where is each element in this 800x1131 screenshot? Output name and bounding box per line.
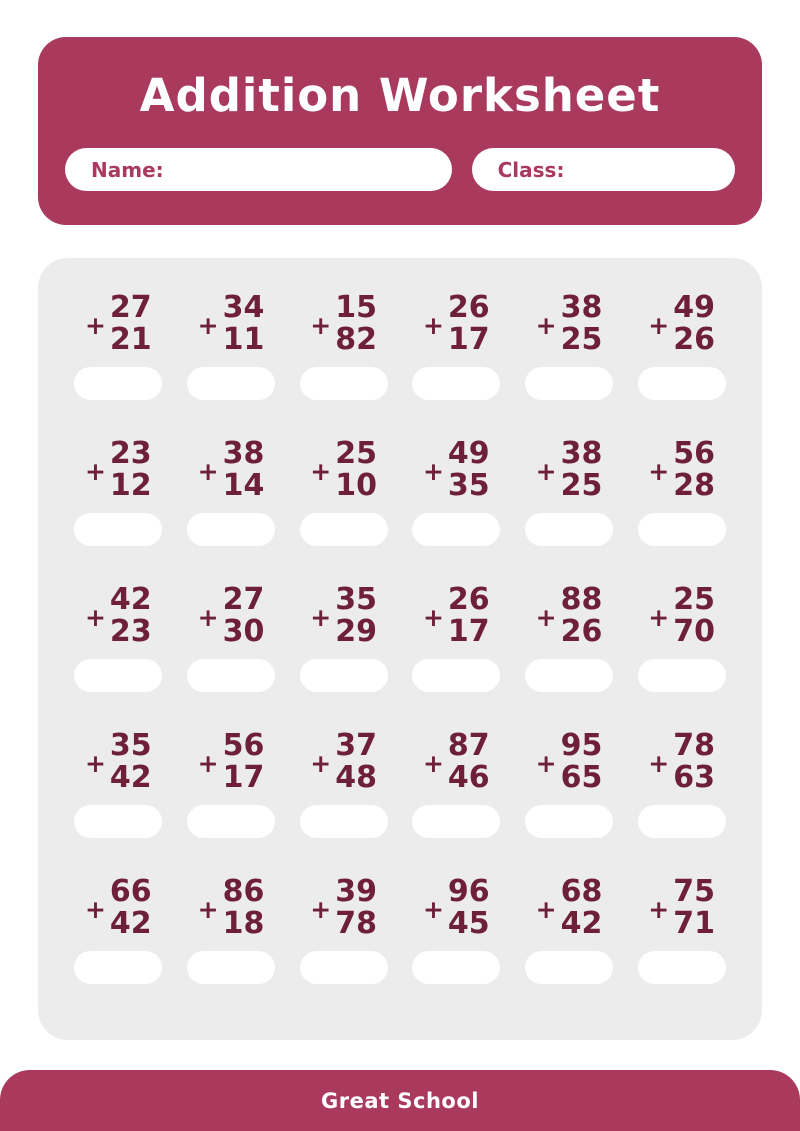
- top-addend: 34: [222, 290, 265, 325]
- top-addend: 86: [222, 874, 265, 909]
- bottom-addend: 42: [109, 760, 152, 795]
- bottom-addend: 11: [222, 322, 265, 357]
- bottom-addend: 48: [335, 760, 377, 795]
- bottom-addend: 71: [673, 906, 715, 941]
- addition-problem: [62, 730, 175, 876]
- bottom-addend: 10: [335, 468, 377, 503]
- addends: [223, 584, 265, 648]
- answer-box[interactable]: [74, 659, 162, 692]
- bottom-addend: 30: [222, 614, 265, 649]
- addition-problem: [175, 584, 288, 730]
- top-addend: 96: [447, 874, 490, 909]
- addends: [673, 438, 715, 502]
- bottom-addend: 42: [109, 906, 152, 941]
- bottom-addend: 26: [673, 322, 715, 357]
- name-field[interactable]: [65, 148, 452, 191]
- addition-problem: [513, 292, 626, 438]
- answer-box[interactable]: [300, 805, 388, 838]
- bottom-addend: 45: [447, 906, 490, 941]
- addends: [335, 876, 377, 940]
- problem-expression: [310, 730, 377, 794]
- addends: [561, 584, 603, 648]
- top-addend: 23: [109, 436, 152, 471]
- worksheet-header: [38, 37, 762, 225]
- answer-box[interactable]: [412, 805, 500, 838]
- plus-sign: +: [84, 602, 106, 632]
- answer-box[interactable]: [300, 659, 388, 692]
- top-addend: 56: [673, 436, 715, 471]
- answer-box[interactable]: [525, 659, 613, 692]
- bottom-addend: 18: [222, 906, 265, 941]
- problem-expression: [85, 438, 152, 502]
- answer-box[interactable]: [187, 805, 275, 838]
- bottom-addend: 42: [560, 906, 603, 941]
- problem-expression: [310, 876, 377, 940]
- problem-expression: [423, 730, 490, 794]
- addition-problem: [400, 438, 513, 584]
- addition-problem: [400, 730, 513, 876]
- answer-box[interactable]: [638, 805, 726, 838]
- addition-problem: [175, 876, 288, 1022]
- answer-box[interactable]: [525, 367, 613, 400]
- addition-problem: [625, 730, 738, 876]
- bottom-addend: 26: [560, 614, 603, 649]
- top-addend: 56: [222, 728, 265, 763]
- answer-box[interactable]: [74, 951, 162, 984]
- bottom-addend: 65: [560, 760, 603, 795]
- answer-box[interactable]: [300, 367, 388, 400]
- answer-box[interactable]: [187, 659, 275, 692]
- addends: [561, 292, 603, 356]
- addition-problem: [62, 292, 175, 438]
- plus-sign: +: [197, 456, 219, 486]
- addition-problem: [513, 584, 626, 730]
- addition-problem: [287, 292, 400, 438]
- answer-box[interactable]: [74, 805, 162, 838]
- answer-box[interactable]: [525, 805, 613, 838]
- plus-sign: +: [422, 602, 444, 632]
- plus-sign: +: [197, 310, 219, 340]
- addends: [335, 584, 377, 648]
- addends: [110, 584, 152, 648]
- footer-bar: [0, 1070, 800, 1131]
- addition-problem: [287, 584, 400, 730]
- top-addend: 42: [109, 582, 152, 617]
- plus-sign: +: [648, 894, 670, 924]
- problem-expression: [310, 438, 377, 502]
- addition-problem: [175, 438, 288, 584]
- addends: [335, 292, 377, 356]
- bottom-addend: 28: [673, 468, 715, 503]
- plus-sign: +: [422, 748, 444, 778]
- addends: [673, 584, 715, 648]
- answer-box[interactable]: [638, 951, 726, 984]
- problem-expression: [423, 438, 490, 502]
- answer-box[interactable]: [412, 659, 500, 692]
- problem-expression: [85, 730, 152, 794]
- plus-sign: +: [648, 748, 670, 778]
- top-addend: 27: [109, 290, 152, 325]
- addends: [448, 730, 490, 794]
- top-addend: 88: [560, 582, 603, 617]
- plus-sign: +: [310, 748, 332, 778]
- problem-expression: [648, 438, 715, 502]
- plus-sign: +: [84, 748, 106, 778]
- plus-sign: +: [422, 456, 444, 486]
- bottom-addend: 23: [109, 614, 152, 649]
- problem-expression: [423, 292, 490, 356]
- plus-sign: +: [535, 894, 557, 924]
- plus-sign: +: [84, 310, 106, 340]
- addition-problem: [287, 730, 400, 876]
- addition-problem: [625, 438, 738, 584]
- plus-sign: +: [648, 602, 670, 632]
- plus-sign: +: [535, 748, 557, 778]
- top-addend: 75: [673, 874, 715, 909]
- name-label: Name:: [91, 157, 164, 182]
- bottom-addend: 21: [109, 322, 152, 357]
- answer-box[interactable]: [300, 951, 388, 984]
- top-addend: 15: [335, 290, 377, 325]
- problem-expression: [648, 584, 715, 648]
- addends: [448, 292, 490, 356]
- addends: [673, 876, 715, 940]
- top-addend: 25: [335, 436, 377, 471]
- answer-box[interactable]: [412, 951, 500, 984]
- plus-sign: +: [422, 310, 444, 340]
- bottom-addend: 29: [335, 614, 377, 649]
- problem-expression: [85, 876, 152, 940]
- problem-expression: [198, 730, 265, 794]
- plus-sign: +: [310, 894, 332, 924]
- top-addend: 66: [109, 874, 152, 909]
- plus-sign: +: [310, 310, 332, 340]
- addition-problem: [287, 876, 400, 1022]
- addition-problem: [175, 730, 288, 876]
- addends: [335, 438, 377, 502]
- answer-box[interactable]: [638, 367, 726, 400]
- addends: [561, 876, 603, 940]
- addends: [561, 438, 603, 502]
- answer-box[interactable]: [525, 951, 613, 984]
- top-addend: 35: [109, 728, 152, 763]
- addends: [110, 292, 152, 356]
- bottom-addend: 25: [560, 468, 603, 503]
- top-addend: 38: [560, 290, 603, 325]
- addends: [448, 584, 490, 648]
- answer-box[interactable]: [525, 513, 613, 546]
- answer-box[interactable]: [187, 513, 275, 546]
- addends: [448, 438, 490, 502]
- addition-problem: [400, 584, 513, 730]
- bottom-addend: 35: [447, 468, 490, 503]
- top-addend: 68: [560, 874, 603, 909]
- top-addend: 27: [222, 582, 265, 617]
- class-field[interactable]: [472, 148, 735, 191]
- answer-box[interactable]: [412, 513, 500, 546]
- addends: [223, 438, 265, 502]
- top-addend: 78: [673, 728, 715, 763]
- plus-sign: +: [422, 894, 444, 924]
- problem-expression: [648, 730, 715, 794]
- addition-problem: [513, 438, 626, 584]
- answer-box[interactable]: [187, 951, 275, 984]
- problem-expression: [536, 292, 603, 356]
- plus-sign: +: [197, 602, 219, 632]
- problem-expression: [536, 438, 603, 502]
- bottom-addend: 17: [447, 322, 490, 357]
- top-addend: 38: [222, 436, 265, 471]
- problem-expression: [85, 292, 152, 356]
- problem-expression: [423, 584, 490, 648]
- addition-problem: [513, 876, 626, 1022]
- bottom-addend: 17: [222, 760, 265, 795]
- plus-sign: +: [535, 602, 557, 632]
- addition-problem: [513, 730, 626, 876]
- bottom-addend: 14: [222, 468, 265, 503]
- plus-sign: +: [310, 602, 332, 632]
- problem-expression: [648, 876, 715, 940]
- problem-expression: [198, 438, 265, 502]
- header-fields: [65, 148, 735, 191]
- problem-expression: [198, 292, 265, 356]
- bottom-addend: 70: [673, 614, 715, 649]
- answer-box[interactable]: [638, 659, 726, 692]
- addends: [561, 730, 603, 794]
- top-addend: 37: [335, 728, 377, 763]
- problems-panel: [38, 258, 762, 1040]
- top-addend: 95: [560, 728, 603, 763]
- bottom-addend: 25: [560, 322, 603, 357]
- plus-sign: +: [197, 894, 219, 924]
- answer-box[interactable]: [74, 513, 162, 546]
- bottom-addend: 17: [447, 614, 490, 649]
- addends: [110, 876, 152, 940]
- addition-problem: [400, 876, 513, 1022]
- bottom-addend: 82: [335, 322, 377, 357]
- bottom-addend: 12: [109, 468, 152, 503]
- problem-expression: [310, 584, 377, 648]
- addends: [110, 730, 152, 794]
- top-addend: 38: [560, 436, 603, 471]
- addition-problem: [400, 292, 513, 438]
- answer-box[interactable]: [74, 367, 162, 400]
- top-addend: 26: [447, 582, 490, 617]
- top-addend: 39: [335, 874, 377, 909]
- bottom-addend: 78: [335, 906, 377, 941]
- school-name: Great School: [321, 1088, 479, 1113]
- problem-expression: [536, 730, 603, 794]
- top-addend: 87: [447, 728, 490, 763]
- addition-problem: [62, 876, 175, 1022]
- addends: [673, 292, 715, 356]
- problem-expression: [310, 292, 377, 356]
- problem-expression: [423, 876, 490, 940]
- plus-sign: +: [535, 310, 557, 340]
- plus-sign: +: [197, 748, 219, 778]
- problem-expression: [85, 584, 152, 648]
- addends: [448, 876, 490, 940]
- addends: [335, 730, 377, 794]
- plus-sign: +: [535, 456, 557, 486]
- answer-box[interactable]: [638, 513, 726, 546]
- addends: [223, 730, 265, 794]
- addition-problem: [175, 292, 288, 438]
- answer-box[interactable]: [300, 513, 388, 546]
- top-addend: 49: [447, 436, 490, 471]
- problem-expression: [198, 584, 265, 648]
- addends: [110, 438, 152, 502]
- bottom-addend: 46: [447, 760, 490, 795]
- problem-expression: [198, 876, 265, 940]
- problem-expression: [648, 292, 715, 356]
- addition-problem: [62, 584, 175, 730]
- plus-sign: +: [84, 456, 106, 486]
- addition-problem: [625, 584, 738, 730]
- top-addend: 35: [335, 582, 377, 617]
- top-addend: 26: [447, 290, 490, 325]
- bottom-addend: 63: [673, 760, 715, 795]
- problem-expression: [536, 876, 603, 940]
- problem-expression: [536, 584, 603, 648]
- answer-box[interactable]: [187, 367, 275, 400]
- page-title: Addition Worksheet: [139, 69, 661, 122]
- top-addend: 49: [673, 290, 715, 325]
- plus-sign: +: [84, 894, 106, 924]
- addition-problem: [287, 438, 400, 584]
- class-label: Class:: [497, 157, 565, 182]
- addition-problem: [625, 292, 738, 438]
- addition-problem: [62, 438, 175, 584]
- plus-sign: +: [310, 456, 332, 486]
- addends: [223, 876, 265, 940]
- answer-box[interactable]: [412, 367, 500, 400]
- plus-sign: +: [648, 310, 670, 340]
- addends: [223, 292, 265, 356]
- plus-sign: +: [648, 456, 670, 486]
- addition-problem: [625, 876, 738, 1022]
- problems-grid: [38, 258, 762, 1022]
- addends: [673, 730, 715, 794]
- top-addend: 25: [673, 582, 715, 617]
